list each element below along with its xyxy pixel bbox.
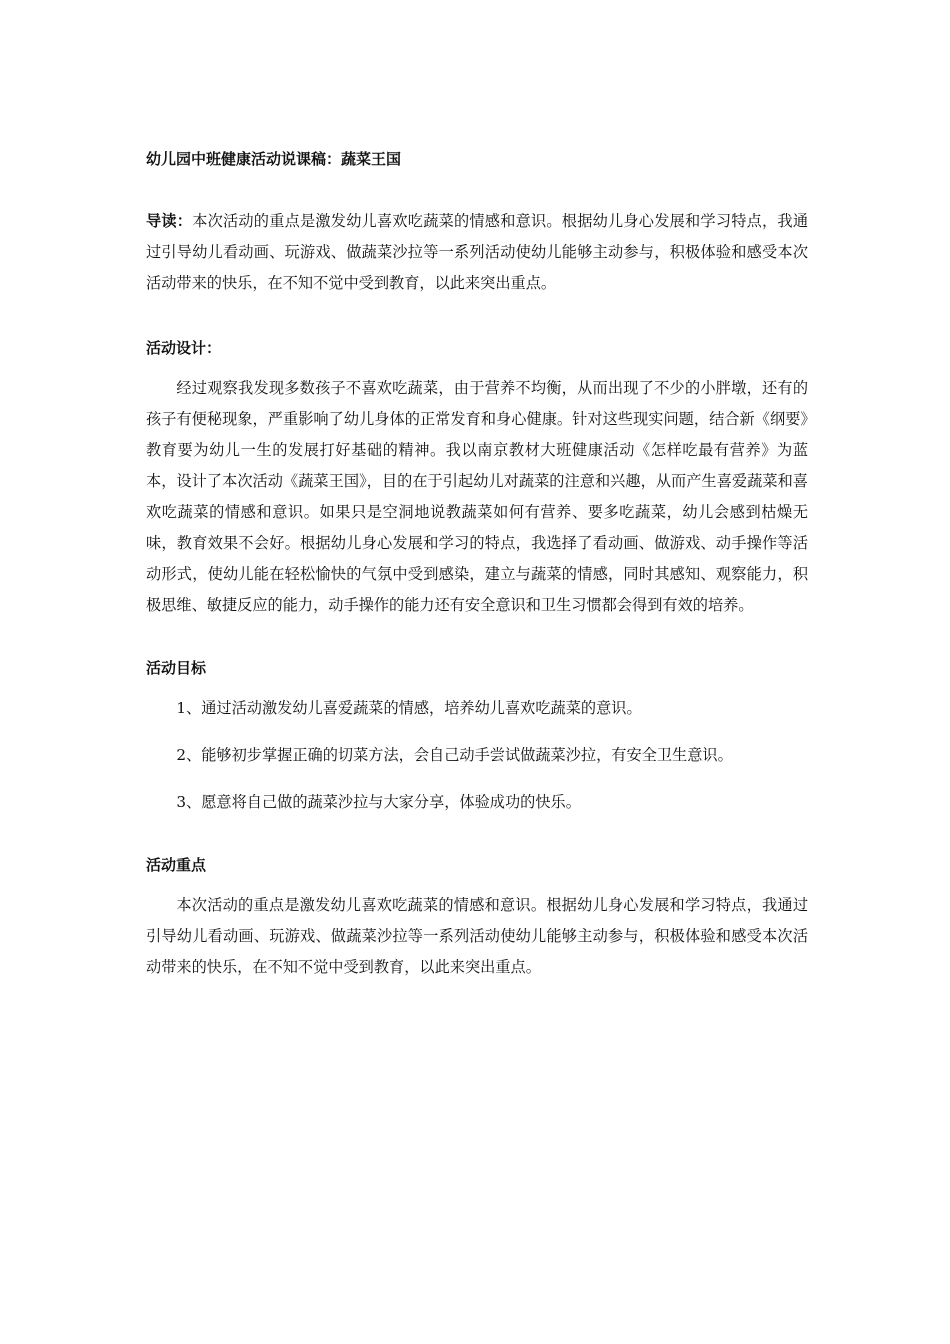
goal-item: 2、能够初步掌握正确的切菜方法，会自己动手尝试做蔬菜沙拉，有安全卫生意识。	[176, 746, 733, 764]
focus-heading: 活动重点	[146, 856, 207, 874]
document-title: 幼儿园中班健康活动说课稿：蔬菜王国	[146, 150, 402, 168]
intro-label: 导读：	[146, 212, 193, 230]
design-paragraph: 经过观察我发现多数孩子不喜欢吃蔬菜，由于营养不均衡，从而出现了不少的小胖墩，还有的孩子有便秘现象，严重影响了幼儿身体的正常发育和身心健康。针对这些现实问题，结合新《纲要》教育要为幼儿一生的发展打好基础的精神。我以南京教材大班健康活动《怎样吃最有营养》为蓝本，设计了本次活动《蔬菜王国》，目的在于引起幼儿对蔬菜的注意和兴趣，从而产生喜爱蔬菜和喜欢吃蔬菜的情感和意识。如果只是空洞地说教蔬菜如何有营养、要多吃蔬菜，幼儿会感到枯燥无味，教育效果不会好。根据幼儿身心发展和学习的特点，我选择了看动画、做游戏、动手操作等活动形式，使幼儿能在轻松愉快的气氛中受到感染，建立与蔬菜的情感，同时其感知、观察能力，积极思维、敏捷反应的能力，动手操作的能力还有安全意识和卫生习惯都会得到有效的培养。	[146, 379, 808, 614]
goals-list	[146, 693, 808, 818]
intro-text: 本次活动的重点是激发幼儿喜欢吃蔬菜的情感和意识。根据幼儿身心发展和学习特点，我通过引导幼儿看动画、玩游戏、做蔬菜沙拉等一系列活动使幼儿能够主动参与，积极体验和感受本次活动带来的快乐，在不知不觉中受到教育，以此来突出重点。	[146, 212, 809, 292]
focus-paragraph: 本次活动的重点是激发幼儿喜欢吃蔬菜的情感和意识。根据幼儿身心发展和学习特点，我通过引导幼儿看动画、玩游戏、做蔬菜沙拉等一系列活动使幼儿能够主动参与，积极体验和感受本次活动带来的快乐，在不知不觉中受到教育，以此来突出重点。	[146, 896, 808, 976]
design-heading: 活动设计：	[146, 339, 222, 357]
intro-paragraph	[146, 206, 808, 299]
document-body	[146, 146, 808, 983]
goals-heading: 活动目标	[146, 659, 207, 677]
goal-item: 3、愿意将自己做的蔬菜沙拉与大家分享，体验成功的快乐。	[176, 793, 581, 811]
goal-item: 1、通过活动激发幼儿喜爱蔬菜的情感，培养幼儿喜欢吃蔬菜的意识。	[176, 699, 642, 717]
